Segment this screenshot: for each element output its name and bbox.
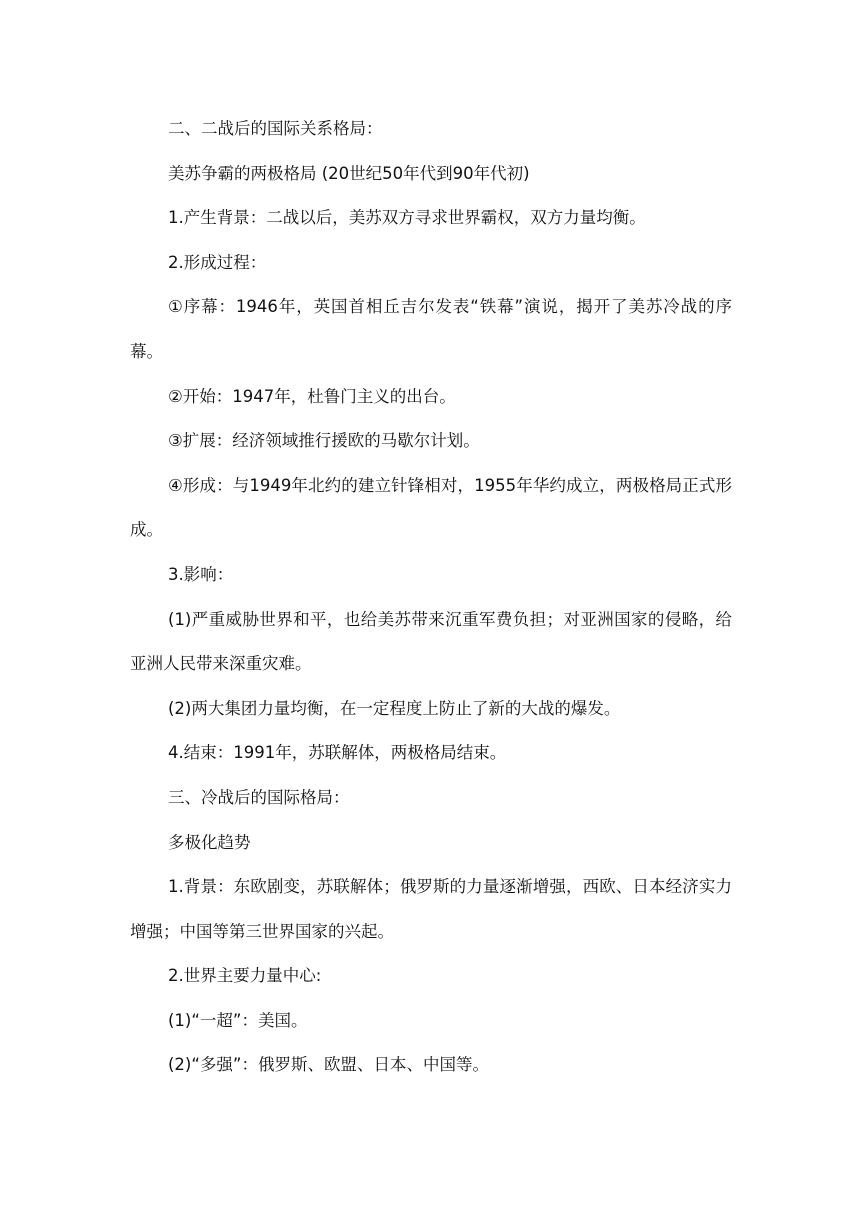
paragraph-major-powers: (2)“多强”：俄罗斯、欧盟、日本、中国等。: [168, 1055, 489, 1075]
paragraph-formation: ④形成：与1949年北约的建立针锋相对，1955年华约成立，两极格局正式形成。: [130, 475, 732, 540]
paragraph-power-centers: 2.世界主要力量中心:: [168, 966, 322, 986]
section-heading-postwar-relations: 二、二战后的国际关系格局：: [168, 119, 383, 138]
document-body: [130, 107, 732, 1088]
subheading-bipolar-pattern: 美苏争霸的两极格局 (20世纪50年代到90年代初): [168, 163, 530, 183]
paragraph-impact-1: (1)严重威胁世界和平，也给美苏带来沉重军费负担；对亚洲国家的侵略，给亚洲人民带来深重灾难。: [130, 609, 732, 674]
paragraph-prelude: ①序幕：1946年，英国首相丘吉尔发表“铁幕”演说，揭开了美苏冷战的序幕。: [130, 297, 732, 361]
paragraph-end: 4.结束：1991年，苏联解体，两极格局结束。: [168, 743, 507, 763]
paragraph-impact-2: (2)两大集团力量均衡，在一定程度上防止了新的大战的爆发。: [168, 698, 621, 718]
subheading-multipolar: 多极化趋势: [168, 832, 251, 852]
paragraph-superpower: (1)“一超”：美国。: [168, 1010, 308, 1030]
paragraph-multipolar-background: 1.背景：东欧剧变，苏联解体；俄罗斯的力量逐渐增强，西欧、日本经济实力增强；中国等第三世界国家的兴起。: [130, 877, 732, 941]
paragraph-impact-heading: 3.影响：: [168, 564, 234, 584]
section-heading-postcoldwar: 三、冷战后的国际格局：: [168, 787, 350, 807]
paragraph-formation-process: 2.形成过程：: [168, 252, 267, 272]
paragraph-start: ②开始：1947年，杜鲁门主义的出台。: [168, 386, 456, 406]
paragraph-background: 1.产生背景：二战以后，美苏双方寻求世界霸权，双方力量均衡。: [168, 208, 646, 228]
paragraph-expansion: ③扩展：经济领域推行援欧的马歇尔计划。: [168, 431, 480, 451]
